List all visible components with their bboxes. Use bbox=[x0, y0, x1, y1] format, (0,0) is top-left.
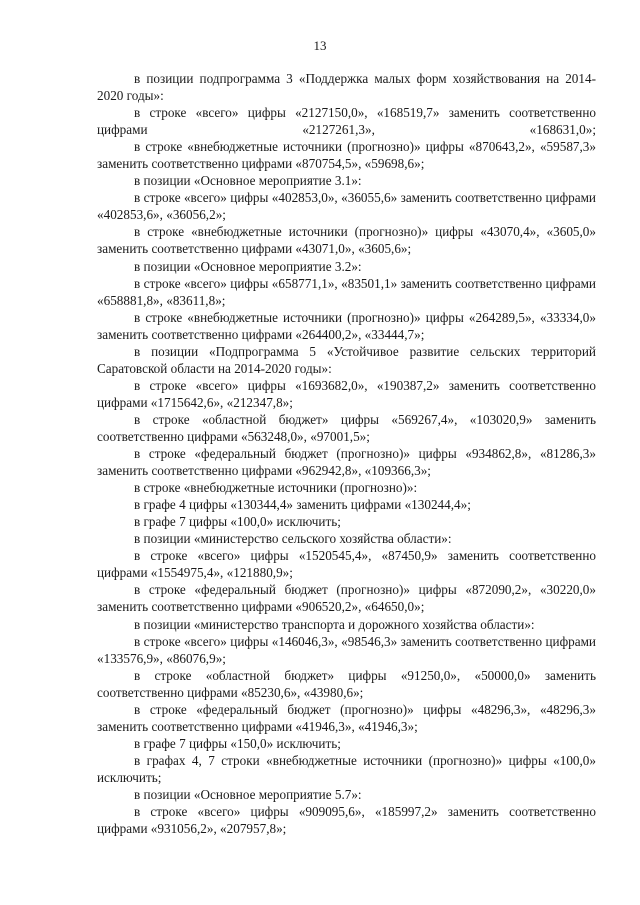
paragraph: в строке «федеральный бюджет (прогнозно)» цифры «872090,2», «30220,0» заменить соответственно цифрами «906520,2», «64650,0»; bbox=[97, 582, 596, 615]
paragraph: в строке «всего» цифры «1520545,4», «87450,9» заменить соответственно цифрами «1554975,4», «121880,9»; bbox=[97, 548, 596, 581]
paragraph: в строке «всего» цифры «1693682,0», «190387,2» заменить соответственно цифрами «1715642,6», «212347,8»; bbox=[97, 377, 596, 410]
paragraph: в позиции «министерство сельского хозяйства области»: bbox=[134, 531, 452, 547]
paragraph: в позиции «министерство транспорта и дорожного хозяйства области»: bbox=[134, 616, 535, 632]
paragraph: в строке «внебюджетные источники (прогнозно)»: bbox=[134, 480, 418, 496]
paragraph: в графе 4 цифры «130344,4» заменить цифрами «130244,4»; bbox=[134, 497, 471, 513]
paragraph: в графе 7 цифры «100,0» исключить; bbox=[134, 514, 341, 530]
paragraph: в строке «областной бюджет» цифры «91250,0», «50000,0» заменить соответственно цифрами «85230,6», «43980,6»; bbox=[97, 667, 596, 700]
paragraph: в позиции «Основное мероприятие 3.2»: bbox=[134, 258, 362, 274]
paragraph: в строке «всего» цифры «909095,6», «185997,2» заменить соответственно цифрами «931056,2», «207957,8»; bbox=[97, 804, 596, 837]
paragraph: в строке «внебюджетные источники (прогнозно)» цифры «870643,2», «59587,3» заменить соответственно цифрами «870754,5», «59698,6»; bbox=[97, 139, 596, 172]
paragraph: в позиции «Основное мероприятие 5.7»: bbox=[134, 786, 362, 802]
paragraph: в строке «внебюджетные источники (прогнозно)» цифры «43070,4», «3605,0» заменить соответственно цифрами «43071,0», «3605,6»; bbox=[97, 224, 596, 257]
paragraph: в строке «областной бюджет» цифры «569267,4», «103020,9» заменить соответственно цифрами «563248,0», «97001,5»; bbox=[97, 411, 596, 444]
paragraph: в строке «всего» цифры «402853,0», «36055,6» заменить соответственно цифрами «402853,6», «36056,2»; bbox=[97, 190, 596, 223]
page-number: 13 bbox=[313, 38, 327, 53]
paragraph: в строке «федеральный бюджет (прогнозно)» цифры «934862,8», «81286,3» заменить соответственно цифрами «962942,8», «109366,3»; bbox=[97, 446, 596, 479]
paragraph: в строке «внебюджетные источники (прогнозно)» цифры «264289,5», «33334,0» заменить соответственно цифрами «264400,2», «33444,7»; bbox=[97, 309, 596, 342]
document-body bbox=[97, 70, 596, 837]
paragraph: в строке «всего» цифры «658771,1», «83501,1» заменить соответственно цифрами «658881,8», «83611,8»; bbox=[97, 275, 596, 308]
paragraph: в графе 7 цифры «150,0» исключить; bbox=[134, 735, 341, 751]
paragraph: в позиции «Основное мероприятие 3.1»: bbox=[134, 173, 362, 189]
paragraph: в строке «всего» цифры «146046,3», «98546,3» заменить соответственно цифрами «133576,9», «86076,9»; bbox=[97, 633, 596, 666]
paragraph: в позиции «Подпрограмма 5 «Устойчивое развитие сельских территорий Саратовской области на 2014-2020 годы»: bbox=[97, 343, 596, 376]
paragraph: в графах 4, 7 строки «внебюджетные источники (прогнозно)» цифры «100,0» исключить; bbox=[97, 752, 596, 785]
paragraph: в строке «федеральный бюджет (прогнозно)» цифры «48296,3», «48296,3» заменить соответственно цифрами «41946,3», «41946,3»; bbox=[97, 701, 596, 734]
paragraph: в позиции подпрограмма 3 «Поддержка малых форм хозяйствования на 2014-2020 годы»: bbox=[97, 71, 596, 104]
paragraph: в строке «всего» цифры «2127150,0», «168519,7» заменить соответственно цифрами «2127261,3», «168631,0»; bbox=[97, 105, 596, 138]
